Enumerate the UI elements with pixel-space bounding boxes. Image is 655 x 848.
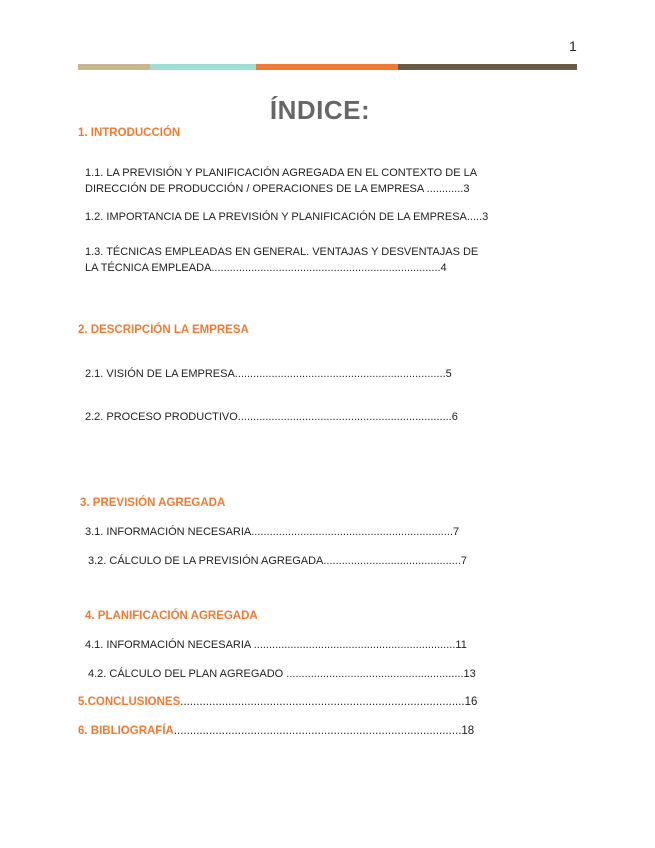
toc-entry-1-3-line2: LA TÉCNICA EMPLEADA...........................................................................4 [85,262,447,274]
toc-entry-1-1-line1: 1.1. LA PREVISIÓN Y PLANIFICACIÓN AGREGADA EN EL CONTEXTO DE LA [85,167,478,179]
toc-entry-4-2: 4.2. CÁLCULO DEL PLAN AGREGADO ..........................................................13 [88,668,476,680]
header-color-bar [78,64,577,70]
toc-entry-1-3-line1: 1.3. TÉCNICAS EMPLEADAS EN GENERAL. VENTAJAS Y DESVENTAJAS DE [85,246,479,258]
index-title: ÍNDICE: [269,95,371,125]
toc-entry-4-1: 4.1. INFORMACIÓN NECESARIA ..................................................................11 [85,639,467,651]
section-prevision-agregada: 3. PREVISIÓN AGREGADA [80,497,226,509]
toc-entry-2-2: 2.2. PROCESO PRODUCTIVO......................................................................6 [85,411,458,423]
bibliografia-label: 6. BIBLIOGRAFÍA [78,725,174,737]
section-planificacion-agregada: 4. PLANIFICACIÓN AGREGADA [85,610,258,622]
color-bar-segment-tan [78,64,150,70]
color-bar-segment-mint [150,64,256,70]
toc-entry-1-1-line2: DIRECCIÓN DE PRODUCCIÓN / OPERACIONES DE LA EMPRESA ............3 [85,183,470,195]
toc-entry-bibliografia [78,725,474,737]
bibliografia-leader: ..........................................................................................18 [173,725,475,737]
toc-entry-1-2: 1.2. IMPORTANCIA DE LA PREVISIÓN Y PLANIFICACIÓN DE LA EMPRESA.....3 [85,211,489,223]
section-introduccion: 1. INTRODUCCIÓN [78,127,181,139]
color-bar-segment-brown [398,64,577,70]
conclusiones-label: 5.CONCLUSIONES [78,696,181,708]
page-number: 1 [569,38,577,54]
toc-entry-3-2: 3.2. CÁLCULO DE LA PREVISIÓN AGREGADA.............................................7 [88,555,468,567]
toc-entry-conclusiones [78,696,477,708]
color-bar-segment-orange [256,64,398,70]
conclusiones-leader: .........................................................................................16 [180,696,478,708]
toc-entry-2-1: 2.1. VISIÓN DE LA EMPRESA.....................................................................5 [85,368,452,380]
toc-entry-3-1: 3.1. INFORMACIÓN NECESARIA..................................................................7 [85,526,460,538]
section-descripcion-empresa: 2. DESCRIPCIÓN LA EMPRESA [78,324,249,336]
